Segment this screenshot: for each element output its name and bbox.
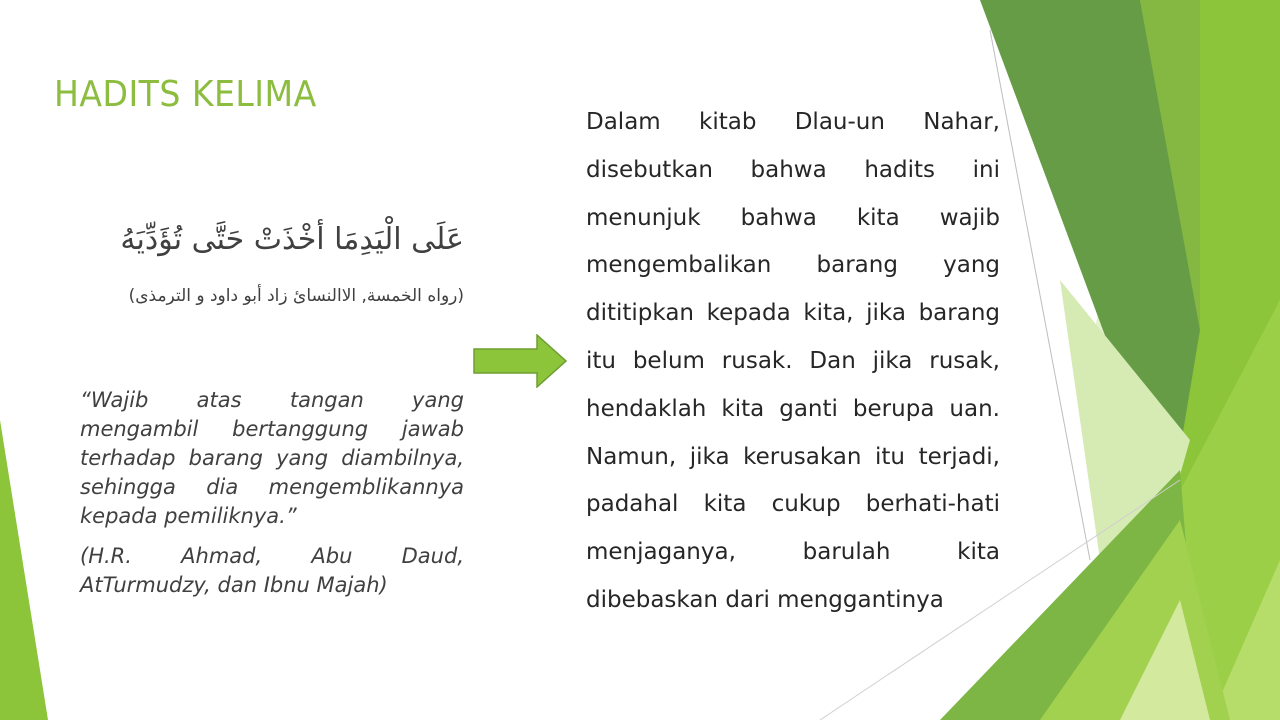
hadith-reference: (H.R. Ahmad, Abu Daud, AtTurmudzy, dan Ibnu Majah) [80,544,464,597]
left-green-sliver [0,420,48,720]
right-arrow-icon [473,334,567,388]
slide-title: HADITS KELIMA [54,74,317,115]
explanation-paragraph: Dalam kitab Dlau-un Nahar, disebutkan bahwa hadits ini menunjuk bahwa kita wajib mengembalikan barang yang dititipkan kepada kita, jika barang itu belum rusak. Dan jika rusak, hendaklah kita ganti berupa uan. Namun, jika kerusakan itu terjadi, padahal kita cukup berhati-hati menjaganya, barulah kita dibebaskan dari menggantinya [586,109,1000,613]
arabic-hadith-text: عَلَى الْيَدِمَا أخْذَتْ حَتَّى تُؤَدِّيَهُ [120,222,464,257]
hadith-translation: “Wajib atas tangan yang mengambil bertanggung jawab terhadap barang yang diambilnya, sehingga dia mengemblikannya kepada pemiliknya.” [80,388,464,528]
arabic-hadith-source: (رواه الخمسة, الاالنسائ زاد أبو داود و الترمذى) [128,286,464,306]
